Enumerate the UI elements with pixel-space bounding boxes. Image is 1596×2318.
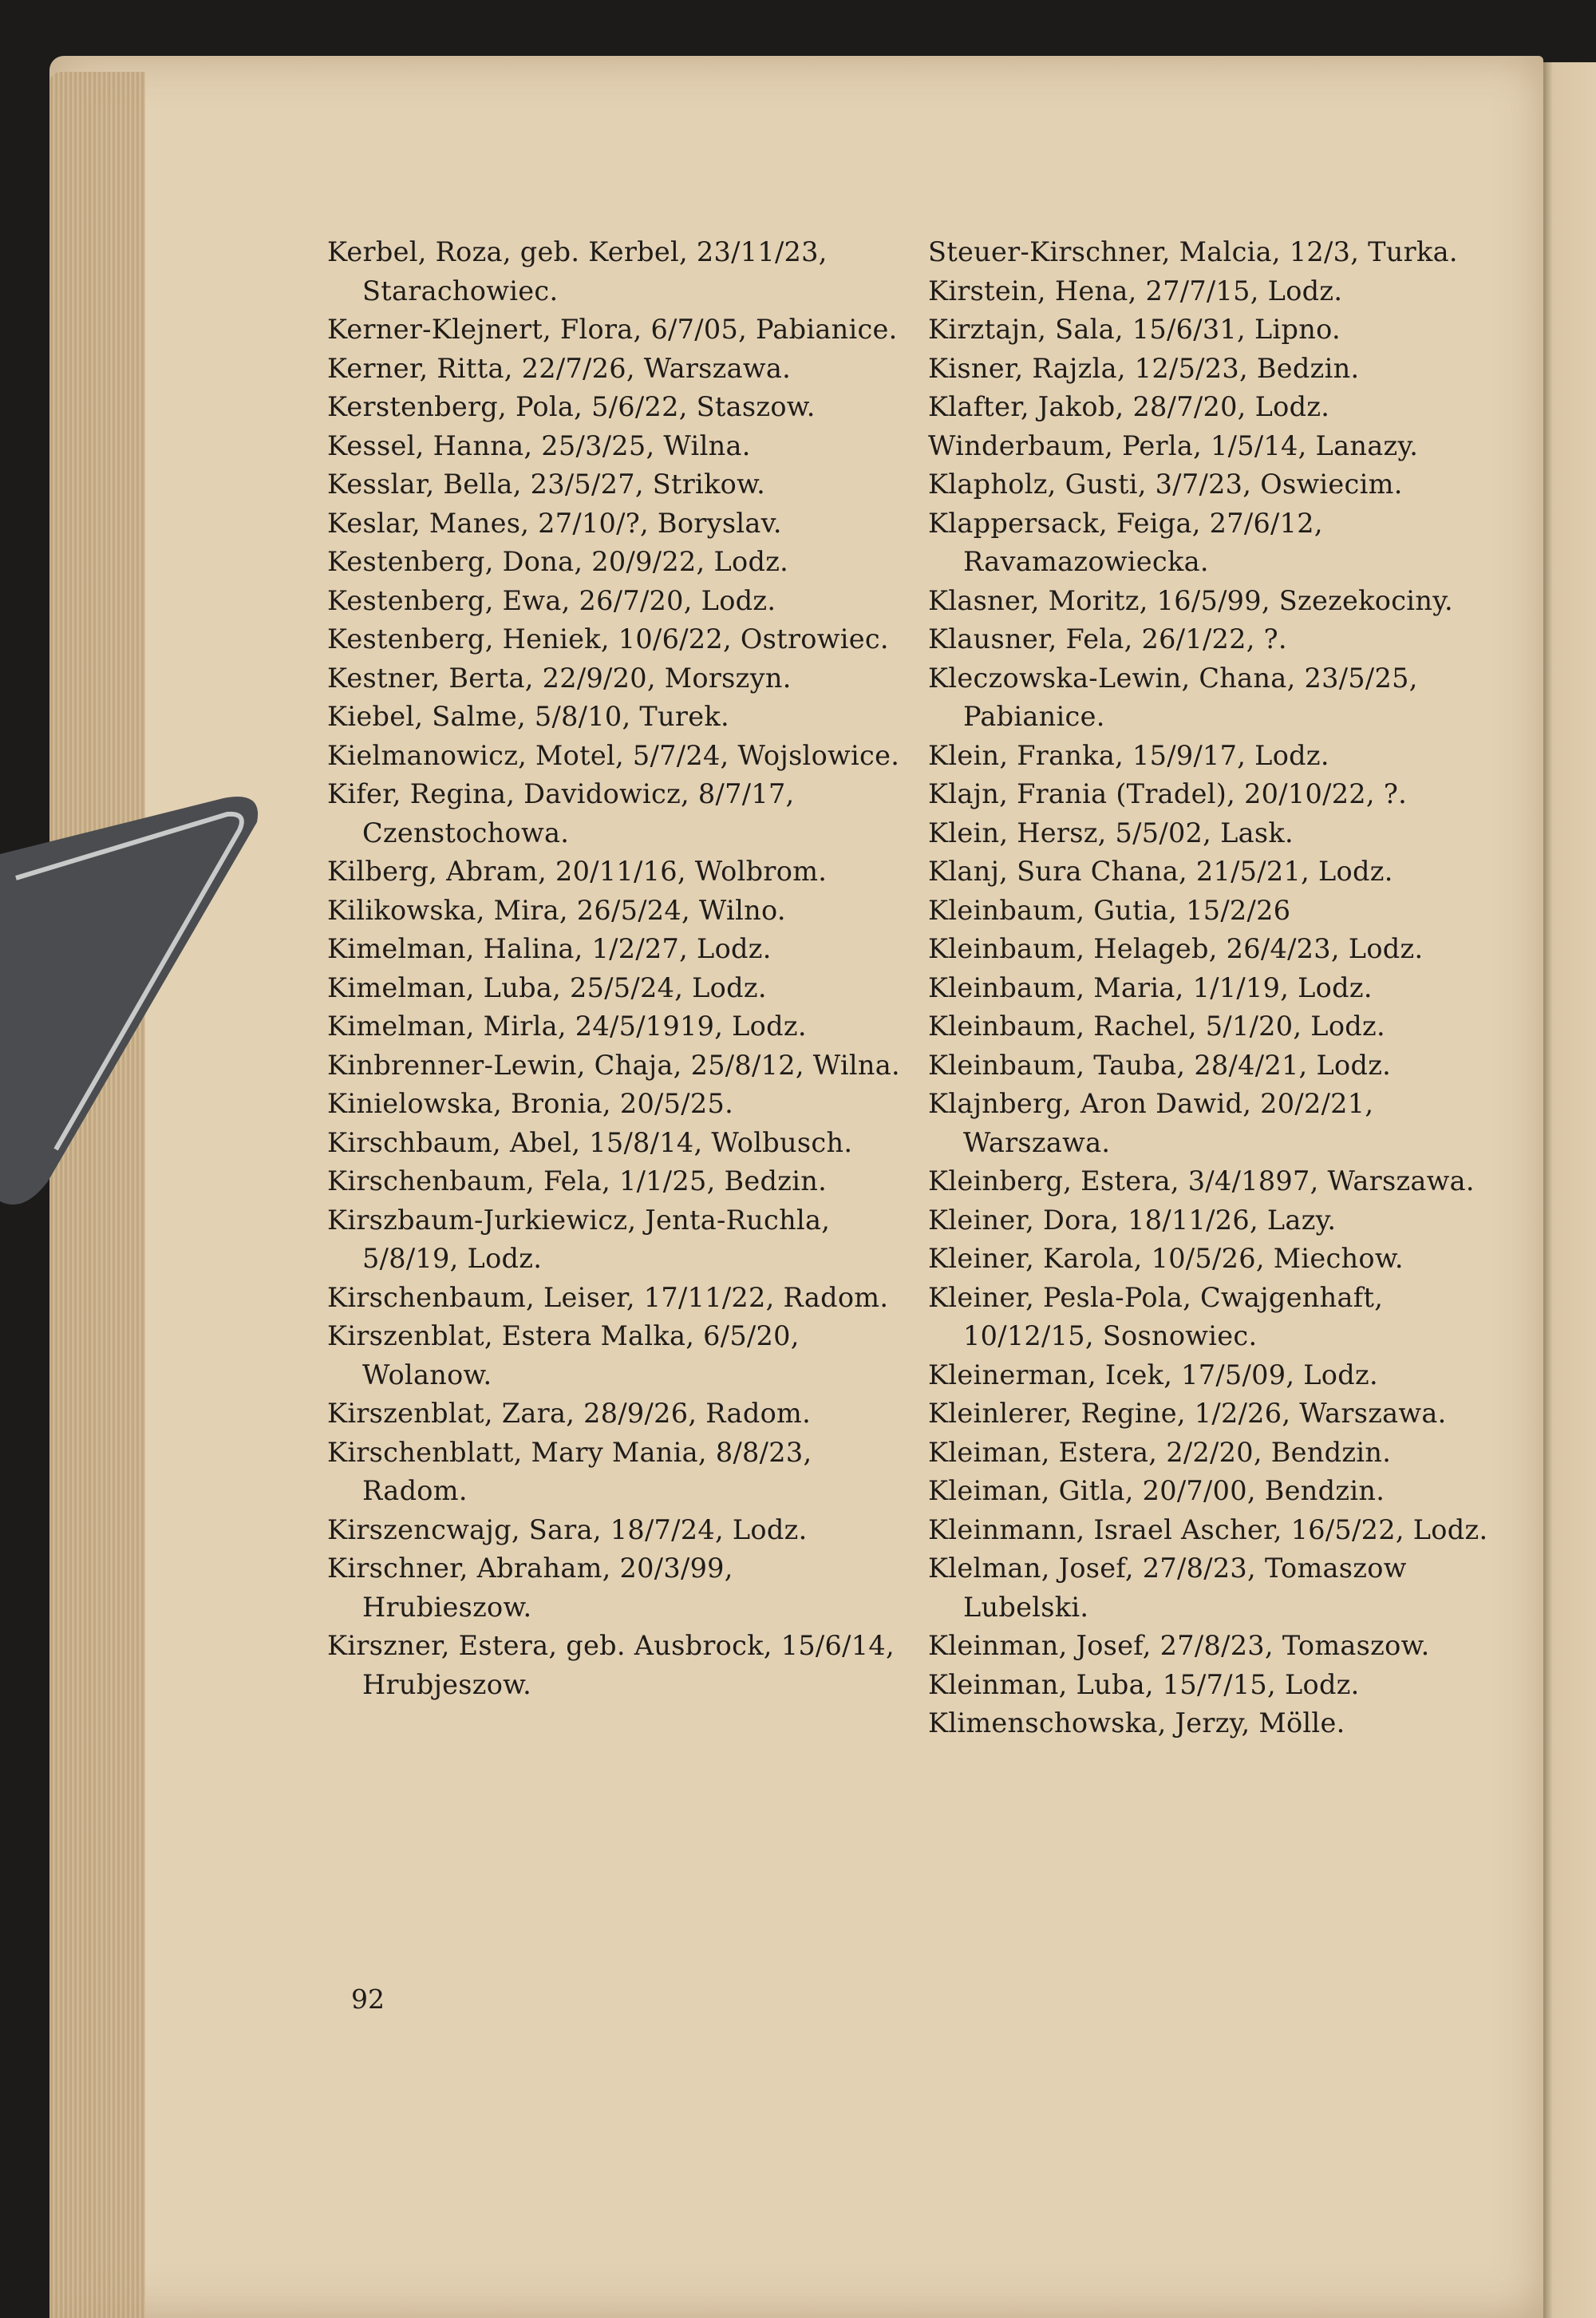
list-entry: Kirszbaum-Jurkiewicz, Jenta-Ruchla, 5/8/19, Lodz. [327, 1204, 831, 1274]
list-entry: Kestner, Berta, 22/9/20, Morszyn. [327, 662, 792, 694]
list-entry: Kleinlerer, Regine, 1/2/26, Warszawa. [928, 1398, 1447, 1429]
list-entry: Kleinbaum, Tauba, 28/4/21, Lodz. [928, 1049, 1392, 1081]
list-entry: Kifer, Regina, Davidowicz, 8/7/17, Czenstochowa. [327, 778, 795, 848]
list-entry: Kirszenblat, Estera Malka, 6/5/20, Wolanow. [327, 1320, 800, 1390]
list-entry: Kirstein, Hena, 27/7/15, Lodz. [928, 275, 1343, 307]
list-entry: Kirztajn, Sala, 15/6/31, Lipno. [928, 314, 1341, 345]
list-entry: Kielmanowicz, Motel, 5/7/24, Wojslowice. [327, 739, 900, 771]
list-entry: Kiebel, Salme, 5/8/10, Turek. [327, 701, 729, 732]
list-entry: Kerner-Klejnert, Flora, 6/7/05, Pabianice. [327, 314, 898, 345]
list-entry: Kleinman, Josef, 27/8/23, Tomaszow. [928, 1630, 1430, 1661]
list-entry: Klappersack, Feiga, 27/6/12, Ravamazowiecka. [928, 507, 1323, 577]
list-entry: Kirschbaum, Abel, 15/8/14, Wolbusch. [327, 1126, 853, 1158]
page-number: 92 [351, 1984, 385, 2015]
list-entry: Kesslar, Bella, 23/5/27, Strikow. [327, 469, 766, 500]
list-entry: Kimelman, Mirla, 24/5/1919, Lodz. [327, 1011, 807, 1042]
list-entry: Kirschenbaum, Leiser, 17/11/22, Radom. [327, 1281, 889, 1313]
list-entry: Kirschenblatt, Mary Mania, 8/8/23, Radom. [327, 1436, 812, 1506]
list-entry: Steuer-Kirschner, Malcia, 12/3, Turka. [928, 236, 1458, 267]
list-entry: Kleinbaum, Maria, 1/1/19, Lodz. [928, 971, 1373, 1003]
list-entry: Kessel, Hanna, 25/3/25, Wilna. [327, 429, 751, 461]
list-entry: Klimenschowska, Jerzy, Mölle. [928, 1707, 1345, 1738]
list-entry: Klausner, Fela, 26/1/22, ?. [928, 623, 1287, 655]
list-entry: Kinielowska, Bronia, 20/5/25. [327, 1088, 734, 1119]
list-entry: Kleinmann, Israel Ascher, 16/5/22, Lodz. [928, 1513, 1488, 1545]
page-holder-tool [0, 766, 287, 1213]
list-entry: Kestenberg, Ewa, 26/7/20, Lodz. [327, 584, 776, 616]
list-entry: Kleiner, Karola, 10/5/26, Miechow. [928, 1243, 1404, 1274]
list-entry: Kirszenblat, Zara, 28/9/26, Radom. [327, 1398, 812, 1429]
list-entry: Kerstenberg, Pola, 5/6/22, Staszow. [327, 391, 816, 422]
facing-page-edge [1543, 62, 1596, 2318]
list-entry: Kleinbaum, Gutia, 15/2/26 [928, 894, 1291, 926]
list-entry: Winderbaum, Perla, 1/5/14, Lanazy. [928, 429, 1419, 461]
list-entry: Kestenberg, Dona, 20/9/22, Lodz. [327, 546, 789, 577]
list-entry: Kleiner, Pesla-Pola, Cwajgenhaft, 10/12/15, Sosnowiec. [928, 1281, 1384, 1351]
list-entry: Kirschner, Abraham, 20/3/99, Hrubieszow. [327, 1553, 733, 1623]
list-entry: Kleczowska-Lewin, Chana, 23/5/25, Pabianice. [928, 662, 1418, 732]
list-entry: Kestenberg, Heniek, 10/6/22, Ostrowiec. [327, 623, 889, 655]
list-entry: Kleinberg, Estera, 3/4/1897, Warszawa. [928, 1165, 1475, 1197]
left-column [327, 233, 906, 1704]
right-column [928, 233, 1519, 1743]
list-entry: Klapholz, Gusti, 3/7/23, Oswiecim. [928, 469, 1403, 500]
list-entry: Klanj, Sura Chana, 21/5/21, Lodz. [928, 856, 1393, 887]
list-entry: Kleinbaum, Rachel, 5/1/20, Lodz. [928, 1011, 1385, 1042]
list-entry: Klajnberg, Aron Dawid, 20/2/21, Warszawa. [928, 1088, 1374, 1158]
list-entry: Klein, Franka, 15/9/17, Lodz. [928, 739, 1329, 771]
list-entry: Kilberg, Abram, 20/11/16, Wolbrom. [327, 856, 828, 887]
list-entry: Keslar, Manes, 27/10/?, Boryslav. [327, 507, 782, 539]
list-entry: Kirschenbaum, Fela, 1/1/25, Bedzin. [327, 1165, 828, 1197]
list-entry: Klein, Hersz, 5/5/02, Lask. [928, 817, 1294, 848]
list-entry: Kirszner, Estera, geb. Ausbrock, 15/6/14, Hrubjeszow. [327, 1630, 895, 1700]
list-entry: Kleiner, Dora, 18/11/26, Lazy. [928, 1204, 1337, 1236]
list-entry: Klajn, Frania (Tradel), 20/10/22, ?. [928, 778, 1408, 809]
list-entry: Kleiman, Estera, 2/2/20, Bendzin. [928, 1436, 1392, 1468]
list-entry: Kimelman, Halina, 1/2/27, Lodz. [327, 933, 772, 964]
list-entry: Kerbel, Roza, geb. Kerbel, 23/11/23, Starachowiec. [327, 236, 828, 307]
list-entry: Kleinman, Luba, 15/7/15, Lodz. [928, 1668, 1360, 1700]
list-entry: Kisner, Rajzla, 12/5/23, Bedzin. [928, 352, 1360, 384]
list-entry: Kilikowska, Mira, 26/5/24, Wilno. [327, 894, 786, 926]
list-entry: Klelman, Josef, 27/8/23, Tomaszow Lubelski. [928, 1553, 1407, 1623]
list-entry: Kinbrenner-Lewin, Chaja, 25/8/12, Wilna. [327, 1049, 900, 1081]
list-entry: Kimelman, Luba, 25/5/24, Lodz. [327, 971, 767, 1003]
list-entry: Klafter, Jakob, 28/7/20, Lodz. [928, 391, 1330, 422]
list-entry: Kerner, Ritta, 22/7/26, Warszawa. [327, 352, 792, 384]
list-entry: Kleinerman, Icek, 17/5/09, Lodz. [928, 1359, 1378, 1390]
list-entry: Klasner, Moritz, 16/5/99, Szezekociny. [928, 584, 1453, 616]
list-entry: Kleinbaum, Helageb, 26/4/23, Lodz. [928, 933, 1424, 964]
list-entry: Kleiman, Gitla, 20/7/00, Bendzin. [928, 1475, 1385, 1506]
list-entry: Kirszencwajg, Sara, 18/7/24, Lodz. [327, 1513, 808, 1545]
